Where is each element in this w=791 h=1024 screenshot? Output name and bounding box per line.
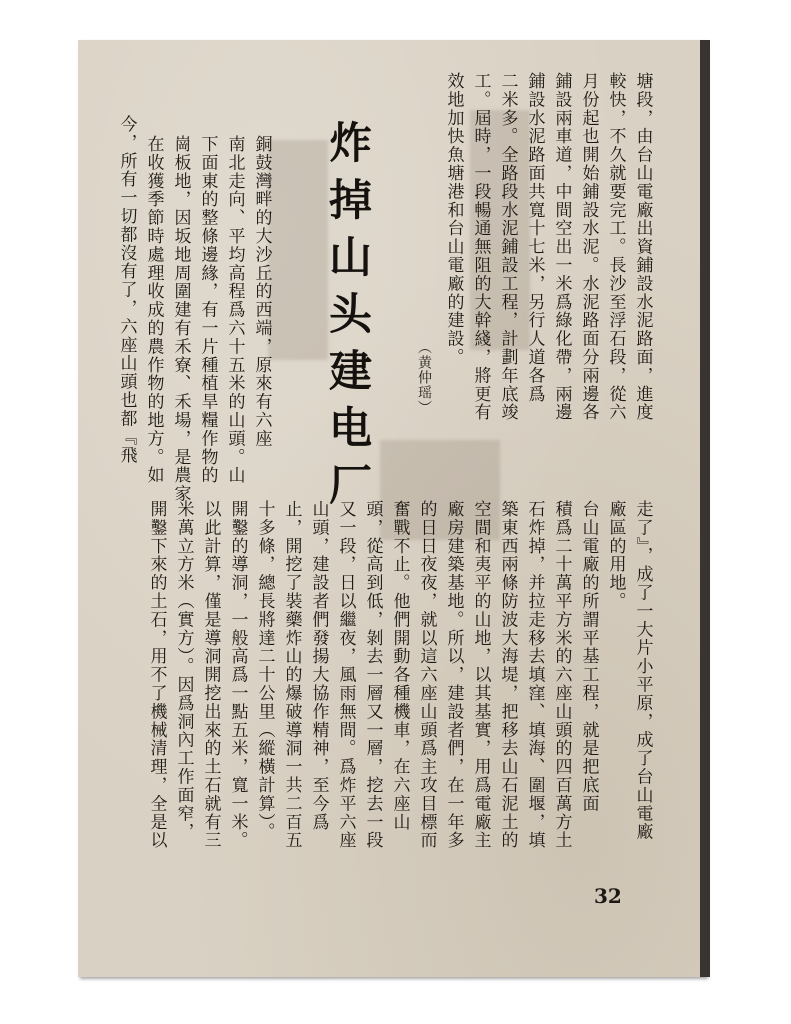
body-text-column: 米萬立方米（實方）。因爲洞內工作面窄， [173, 500, 194, 842]
body-text-column: 鋪設兩車道，中間空出一米爲綠化帶，兩邊 [551, 72, 572, 422]
body-text-column: 塘段，由台山電廠出資鋪設水泥路面，進度 [632, 72, 653, 422]
body-text-column: 空間和夷平的山地，以其基實，用爲電廠主 [470, 500, 491, 850]
body-text-column: 的日日夜夜，就以這六座山頭爲主攻目標而 [416, 500, 437, 850]
body-text-column: 鋪設水泥路面共寬十七米，另行人道各爲 [524, 72, 545, 404]
body-text-column: 積爲二十萬平方米的六座山頭的四百萬方土 [551, 500, 572, 850]
body-text-column: 廠區的用地。 [605, 500, 626, 611]
body-text-column: 台山電廠的所謂平基工程，就是把底面 [578, 500, 599, 813]
body-text-column: 石炸掉，并拉走移去填窪、填海、圍堰，填 [524, 500, 545, 850]
body-text-column: 廠房建築基地。所以，建設者們，在一年多 [443, 500, 464, 850]
body-text-column: 崗板地，因坂地周圍建有禾寮、禾場，是農家 [170, 135, 191, 503]
body-text-column: 下面東的整條邊緣，有一片種植旱糧作物的 [197, 135, 218, 485]
body-text-column: 月份起也開始鋪設水泥。水泥路面分兩邊各 [578, 72, 599, 422]
paper-shadow-edge [700, 40, 710, 977]
body-text-column: 山頭，建設者們發揚大協作精神，至今爲 [308, 500, 329, 832]
show-through-smudge [268, 140, 328, 360]
author-byline: （黄仲瑶） [416, 340, 432, 415]
body-text-column: 今，所有一切都沒有了，六座山頭也都『飛 [116, 115, 137, 465]
body-text-column: 工。屆時，一段暢通無阻的大幹綫，將更有 [470, 72, 491, 422]
body-text-column: 二米多。全路段水泥鋪設工程，計劃年底竣 [497, 72, 518, 422]
body-text-column: 銅鼓灣畔的大沙丘的西端，原來有六座 [251, 135, 272, 448]
body-text-column: 較快，不久就要完工。長沙至浮石段，從六 [605, 72, 626, 422]
body-text-column: 築東西兩條防波大海堤，把移去山石泥土的 [497, 500, 518, 850]
article-title: 炸掉山头建电厂 [322, 120, 372, 519]
page-number: 32 [594, 884, 622, 908]
body-text-column: 開鑿下來的土石，用不了機械清理，全是以 [146, 500, 167, 850]
body-text-column: 又一段，日以繼夜，風雨無間。爲炸平六座 [335, 500, 356, 850]
body-text-column: 十多條，總長將達二十公里（縱橫計算）。 [254, 500, 275, 842]
body-text-column: 走了』，成了一大片小平原，成了台山電廠 [632, 500, 653, 842]
body-text-column: 頭，從高到低，剝去一層又一層，挖去一段 [362, 500, 383, 850]
body-text-column: 效地加快魚塘港和台山電廠的建設。 [443, 72, 464, 367]
body-text-column: 止，開挖了裝藥炸山的爆破導洞一共二百五 [281, 500, 302, 850]
body-text-column: 奮戰不止。他們開動各種機車，在六座山 [389, 500, 410, 832]
body-text-column: 南北走向、平均高程爲六十五米的山頭。山 [224, 135, 245, 485]
body-text-column: 開鑿的導洞，一般高爲一點五米，寬一米。 [227, 500, 248, 850]
body-text-column: 以此計算，僅是導洞開挖出來的土石就有三 [200, 500, 221, 850]
body-text-column: 在收獲季節時處理收成的農作物的地方。如 [143, 135, 164, 485]
